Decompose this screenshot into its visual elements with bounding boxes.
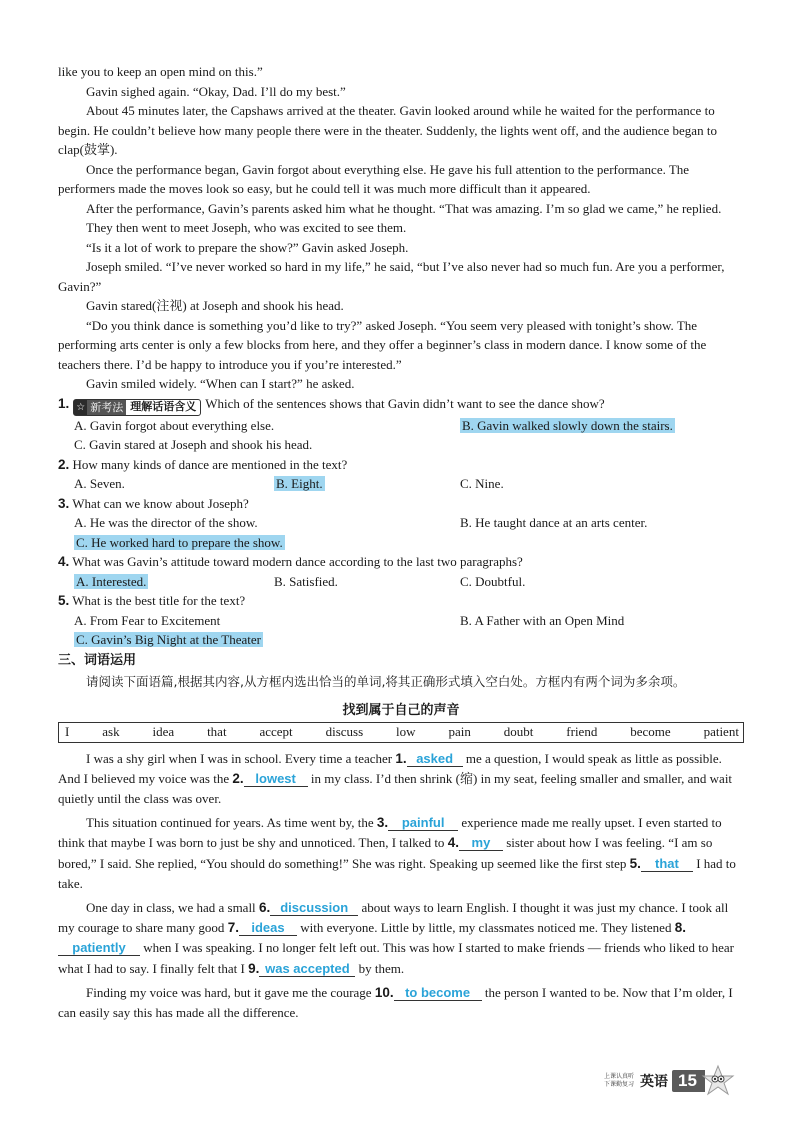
section-instruction: 请阅读下面语篇,根据其内容,从方框内选出恰当的单词,将其正确形式填入空白处。方框内有两个词为多余项。 — [86, 673, 686, 689]
option-a: A. Gavin forgot about everything else. — [74, 417, 275, 433]
word-box-word: become — [630, 724, 671, 739]
question-5 — [58, 591, 744, 650]
story-paragraph: After the performance, Gavin’s parents asked him what he thought. “That was amazing. I’m so glad we came,” he replied. — [86, 200, 722, 216]
option-c: C. Doubtful. — [460, 573, 526, 589]
option-a-selected: A. Interested. — [76, 573, 147, 589]
story-paragraph: About 45 minutes later, the Capshaws arrived at the theater. Gavin looked around while he waited for the performance to begin. He couldn’t believe how many people there were in the theater. Suddenly, the lights went off, and the audience began to clap(鼓掌). — [58, 103, 717, 157]
story-paragraph: Gavin smiled widely. “When can I start?” he asked. — [86, 376, 355, 391]
new-exam-badge: ☆ 新考法 理解话语含义 — [73, 399, 201, 416]
question-number: 1. — [58, 395, 70, 411]
answer-blank-2: lowest — [244, 771, 308, 787]
story-paragraph: like you to keep an open mind on this.” — [58, 64, 263, 79]
question-text: What is the best title for the text? — [72, 593, 246, 608]
word-box-word: idea — [152, 724, 175, 739]
word-box-word: ask — [102, 724, 120, 739]
question-number: 5. — [58, 593, 70, 608]
story-paragraph: Joseph smiled. “I’ve never worked so hard in my life,” he said, “but I’ve also never had so much fun. Are you a performer, Gavin?” — [58, 259, 725, 294]
answer-blank-7: ideas — [239, 920, 297, 936]
word-box-word: low — [396, 724, 416, 739]
cloze-paragraph: Finding my voice was hard, but it gave me the courage 10. to become the person I wanted to be. Now that I’m older, I can easily say this has made all the difference. — [58, 984, 733, 1020]
cloze-paragraph: This situation continued for years. As time went by, the 3. painful experience made me really upset. I even started to think that maybe I was born to just be shy and unnoticed. Then, I talked to 4. my sister about how I was feeling. “I am so bored,” I said. She replied, “You should do something!” She was right. Speaking up seemed like the first step 5. that I had to take. — [58, 815, 736, 891]
cloze-paragraph: One day in class, we had a small 6. discussion about ways to learn English. I thought it was just my chance. I took all my courage to share many good 7. ideas with everyone. Little by little, my classmates noticed me. They listened 8.patiently when I was speaking. I no longer felt left out. This was how I started to make friends — friends who liked to hear what I had to say. I finally felt that I 9. was accepted by them. — [58, 899, 735, 976]
question-text: What can we know about Joseph? — [72, 495, 249, 511]
story-paragraph: Once the performance began, Gavin forgot about everything else. He gave his full attention to the performance. The performers made the moves look so easy, but he could tell it was much more difficult than it appeared. — [58, 161, 690, 196]
section-heading: 三、词语运用 — [58, 652, 137, 668]
cloze-passage — [58, 749, 744, 1024]
page-content — [58, 62, 744, 1023]
answer-blank-3: painful — [388, 815, 458, 831]
question-number: 4. — [58, 554, 70, 569]
answer-blank-8: patiently — [58, 940, 140, 956]
question-3 — [58, 494, 744, 553]
page-footer — [604, 1064, 735, 1098]
story-paragraph: Gavin stared(注视) at Joseph and shook his head. — [86, 298, 344, 313]
option-b: B. A Father with an Open Mind — [460, 612, 625, 628]
mascot-icon — [701, 1064, 735, 1098]
option-a: A. From Fear to Excitement — [74, 612, 221, 628]
answer-blank-5: that — [641, 856, 693, 872]
story-paragraph: They then went to meet Joseph, who was excited to see them. — [86, 220, 407, 235]
option-b: B. Satisfied. — [274, 573, 338, 589]
option-c-selected: C. Gavin’s Big Night at the Theater — [76, 632, 261, 647]
subject-label: 英语 — [640, 1074, 669, 1090]
word-box-word: doubt — [503, 724, 534, 739]
word-box-word: discuss — [325, 724, 364, 739]
story — [58, 62, 744, 394]
option-c: C. Nine. — [460, 476, 504, 491]
option-b: B. He taught dance at an arts center. — [460, 515, 648, 530]
answer-blank-10: to become — [394, 985, 482, 1001]
answer-blank-9: was accepted — [259, 961, 355, 977]
option-a: A. He was the director of the show. — [74, 515, 258, 530]
passage-title: 找到属于自己的声音 — [342, 702, 460, 718]
story-paragraph: “Do you think dance is something you’d like to try?” asked Joseph. “You seem very pleased with tonight’s show. The performing arts center is only a few blocks from here, and they offer a beginner’s class in modern dance. I know some of the teachers there. I’d be happy to introduce you if you’re interested.” — [58, 317, 707, 372]
question-number: 3. — [58, 495, 70, 511]
question-4 — [58, 552, 744, 591]
question-number: 2. — [58, 456, 70, 472]
word-box — [58, 722, 744, 743]
footer-slogan: 上课认真听 下课勤复习 — [604, 1073, 635, 1088]
option-b-selected: B. Eight. — [276, 476, 323, 491]
question-text: What was Gavin’s attitude toward modern dance according to the last two paragraphs? — [72, 554, 523, 569]
story-paragraph: “Is it a lot of work to prepare the show?” Gavin asked Joseph. — [86, 239, 409, 255]
answer-blank-6: discussion — [270, 900, 358, 916]
option-a: A. Seven. — [74, 476, 125, 491]
option-c-selected: C. He worked hard to prepare the show. — [76, 534, 283, 550]
word-box-word: I — [65, 724, 70, 739]
option-b-selected: B. Gavin walked slowly down the stairs. — [462, 417, 673, 433]
question-text: Which of the sentences shows that Gavin didn’t want to see the dance show? — [205, 395, 605, 411]
word-box-word: accept — [259, 724, 293, 739]
word-box-word: that — [207, 724, 227, 739]
word-box-word: pain — [448, 724, 471, 739]
question-text: How many kinds of dance are mentioned in the text? — [72, 456, 348, 472]
question-1 — [58, 394, 744, 455]
page-number: 15 — [672, 1070, 705, 1092]
word-box-word: friend — [566, 724, 598, 739]
story-paragraph: Gavin sighed again. “Okay, Dad. I’ll do my best.” — [86, 83, 346, 99]
cloze-paragraph: I was a shy girl when I was in school. Every time a teacher 1. asked me a question, I would speak as little as possible. And I believed my voice was the 2. lowest in my class. I’d then shrink (缩) in my seat, feeling smaller and smaller, and wait quietly until the class was over. — [58, 750, 733, 806]
answer-blank-4: my — [459, 835, 503, 851]
star-icon: ☆ — [76, 401, 86, 413]
word-box-word: patient — [703, 724, 739, 739]
answer-blank-1: asked — [407, 751, 463, 767]
option-c: C. Gavin stared at Joseph and shook his head. — [74, 437, 313, 452]
question-2 — [58, 455, 744, 494]
